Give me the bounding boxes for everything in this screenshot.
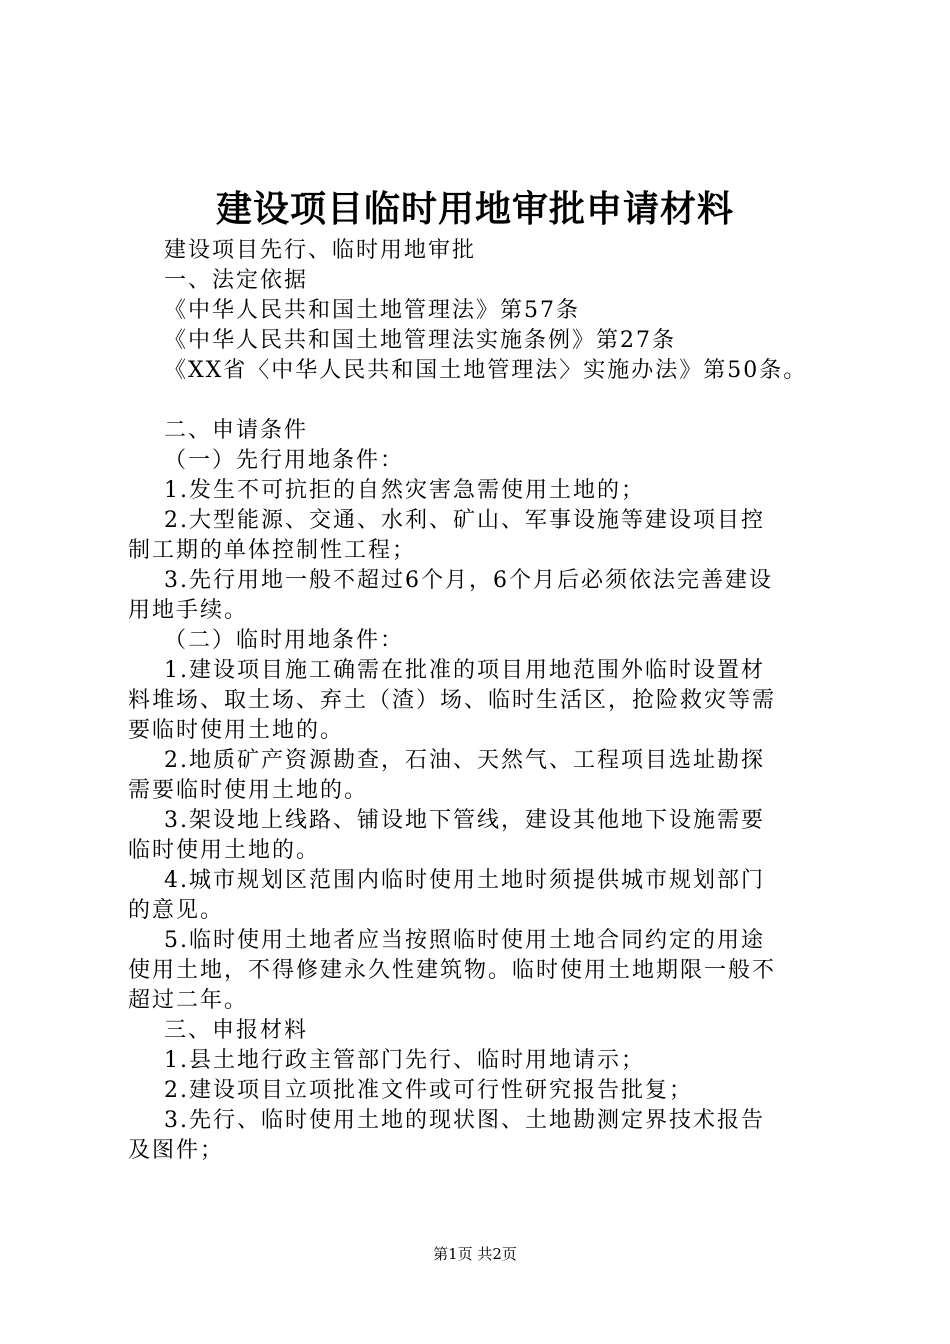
body-line: 料堆场、取土场、弃土（渣）场、临时生活区，抢险救灾等需 xyxy=(128,688,777,713)
body-line: 的意见。 xyxy=(128,898,225,923)
body-line: 4.城市规划区范围内临时使用土地时须提供城市规划部门 xyxy=(128,868,765,893)
body-line: 《XX省〈中华人民共和国土地管理法〉实施办法》第50条。 xyxy=(128,358,808,383)
body-line: 2.地质矿产资源勘查，石油、天然气、工程项目选址勘探 xyxy=(128,748,765,773)
body-line: （一）先行用地条件： xyxy=(128,448,404,473)
body-line: 3.架设地上线路、铺设地下管线，建设其他地下设施需要 xyxy=(128,808,765,833)
body-line: 2.大型能源、交通、水利、矿山、军事设施等建设项目控 xyxy=(128,508,765,533)
body-line: 需要临时使用土地的。 xyxy=(128,778,369,803)
body-line: 临时使用土地的。 xyxy=(128,838,321,863)
body-line: 二、申请条件 xyxy=(128,418,308,443)
body-line: 使用土地，不得修建永久性建筑物。临时使用土地期限一般不 xyxy=(128,958,777,983)
body-line: 制工期的单体控制性工程； xyxy=(128,538,417,563)
body-line: 及图件； xyxy=(128,1138,225,1163)
body-line: （二）临时用地条件： xyxy=(128,628,404,653)
document-title: 建设项目临时用地审批申请材料 xyxy=(215,189,734,230)
body-line: 1.建设项目施工确需在批准的项目用地范围外临时设置材 xyxy=(128,658,765,683)
body-line: 1.县土地行政主管部门先行、临时用地请示； xyxy=(128,1048,645,1073)
body-line: 超过二年。 xyxy=(128,988,249,1013)
body-line: 3.先行、临时使用土地的现状图、土地勘测定界技术报告 xyxy=(128,1108,765,1133)
body-line: 2.建设项目立项批准文件或可行性研究报告批复； xyxy=(128,1078,693,1103)
body-line: 1.发生不可抗拒的自然灾害急需使用土地的； xyxy=(128,478,645,503)
body-line: 用地手续。 xyxy=(128,598,249,623)
page-footer: 第1页 共2页 xyxy=(433,1245,517,1263)
body-line: 《中华人民共和国土地管理法》第57条 xyxy=(128,298,580,323)
body-line: 建设项目先行、临时用地审批 xyxy=(128,238,476,263)
body-line: 《中华人民共和国土地管理法实施条例》第27条 xyxy=(128,328,676,353)
body-line: 三、申报材料 xyxy=(128,1018,308,1043)
body-line: 5.临时使用土地者应当按照临时使用土地合同约定的用途 xyxy=(128,928,765,953)
body-line: 一、法定依据 xyxy=(128,268,308,293)
body-line: 3.先行用地一般不超过6个月，6个月后必须依法完善建设 xyxy=(128,568,773,593)
body-line: 要临时使用土地的。 xyxy=(128,718,345,743)
document-body xyxy=(128,236,834,1166)
blank-line xyxy=(128,386,834,416)
